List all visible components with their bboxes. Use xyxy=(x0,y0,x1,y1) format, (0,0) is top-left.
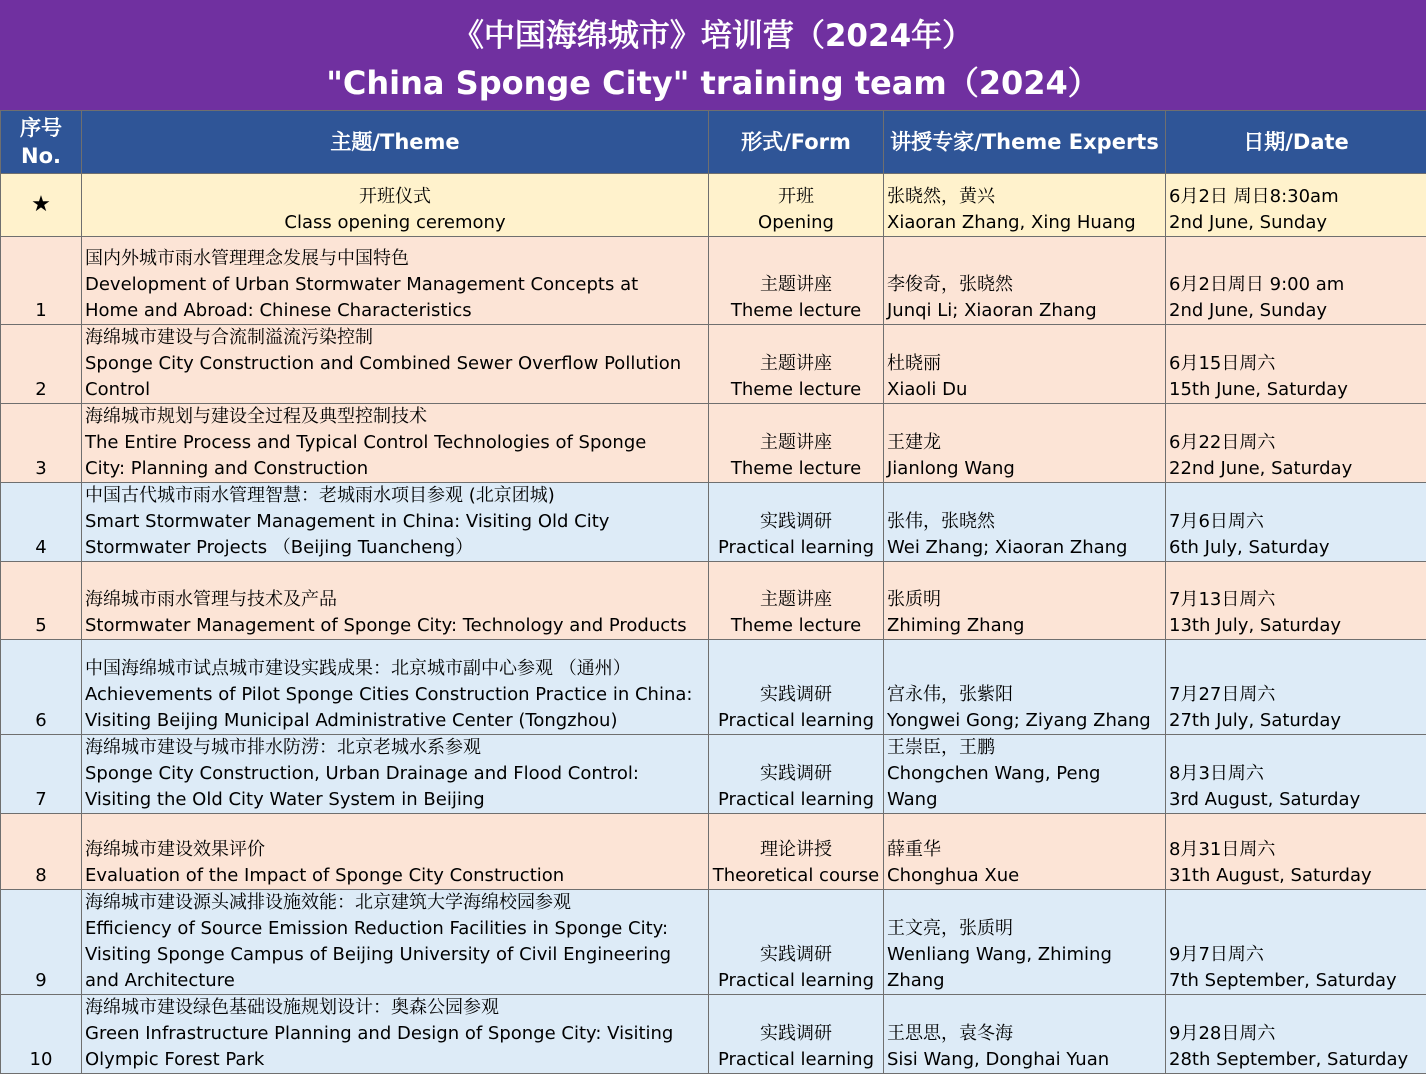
date-line: 31th August, Saturday xyxy=(1169,863,1423,889)
date-line: 6月15日周六 xyxy=(1169,351,1423,377)
experts-cell xyxy=(884,404,1166,483)
date-cell xyxy=(1166,640,1426,735)
experts-line: 张质明 xyxy=(887,587,1162,613)
date-line: 28th September, Saturday xyxy=(1169,1047,1423,1073)
experts-cell xyxy=(884,325,1166,404)
date-cell xyxy=(1166,404,1426,483)
theme-cell xyxy=(82,325,709,404)
table-row xyxy=(1,483,1426,562)
form-cell xyxy=(709,735,884,814)
form-cell xyxy=(709,890,884,995)
form-line: Opening xyxy=(712,210,880,236)
schedule-table xyxy=(0,110,1426,1074)
theme-line: 海绵城市建设与合流制溢流污染控制 xyxy=(85,325,705,351)
theme-cell xyxy=(82,174,709,237)
form-line: 开班 xyxy=(712,184,880,210)
form-line: 实践调研 xyxy=(712,942,880,968)
table-row xyxy=(1,814,1426,890)
date-cell xyxy=(1166,237,1426,325)
row-number: 4 xyxy=(1,483,82,562)
date-line: 3rd August, Saturday xyxy=(1169,787,1423,813)
table-row xyxy=(1,995,1426,1074)
date-cell xyxy=(1166,174,1426,237)
form-cell xyxy=(709,640,884,735)
header-no-en: No. xyxy=(4,142,78,170)
form-line: 实践调研 xyxy=(712,682,880,708)
theme-line: and Architecture xyxy=(85,968,705,994)
form-line: 实践调研 xyxy=(712,761,880,787)
header-row xyxy=(1,111,1426,174)
experts-cell xyxy=(884,640,1166,735)
theme-line: Achievements of Pilot Sponge Cities Construction Practice in China: xyxy=(85,682,705,708)
theme-line: 海绵城市建设源头减排设施效能：北京建筑大学海绵校园参观 xyxy=(85,890,705,916)
row-number: 9 xyxy=(1,890,82,995)
form-line: 实践调研 xyxy=(712,1021,880,1047)
row-number: 10 xyxy=(1,995,82,1074)
theme-line: 中国古代城市雨水管理智慧：老城雨水项目参观 (北京团城) xyxy=(85,483,705,509)
table-row xyxy=(1,735,1426,814)
form-line: Theme lecture xyxy=(712,456,880,482)
date-line: 9月28日周六 xyxy=(1169,1021,1423,1047)
experts-cell xyxy=(884,237,1166,325)
date-cell xyxy=(1166,814,1426,890)
form-line: Practical learning xyxy=(712,535,880,561)
theme-line: 海绵城市雨水管理与技术及产品 xyxy=(85,587,705,613)
date-cell xyxy=(1166,995,1426,1074)
theme-cell xyxy=(82,640,709,735)
theme-line: Smart Stormwater Management in China: Visiting Old City xyxy=(85,509,705,535)
experts-line: Junqi Li; Xiaoran Zhang xyxy=(887,298,1162,324)
theme-line: Class opening ceremony xyxy=(85,210,705,236)
theme-line: 海绵城市规划与建设全过程及典型控制技术 xyxy=(85,404,705,430)
title-english: "China Sponge City" training team（2024） xyxy=(0,62,1426,104)
header-no xyxy=(1,111,82,174)
form-line: Theoretical course xyxy=(712,863,880,889)
experts-line: 李俊奇，张晓然 xyxy=(887,272,1162,298)
form-line: 主题讲座 xyxy=(712,587,880,613)
experts-line: Sisi Wang, Donghai Yuan xyxy=(887,1047,1162,1073)
theme-line: Sponge City Construction and Combined Sewer Overflow Pollution xyxy=(85,351,705,377)
experts-line: 张伟，张晓然 xyxy=(887,509,1162,535)
title-chinese: 《中国海绵城市》培训营（2024年） xyxy=(0,16,1426,56)
theme-line: 国内外城市雨水管理理念发展与中国特色 xyxy=(85,246,705,272)
experts-cell xyxy=(884,483,1166,562)
experts-line: Wang xyxy=(887,787,1162,813)
theme-line: 海绵城市建设与城市排水防涝：北京老城水系参观 xyxy=(85,735,705,761)
header-theme: 主题/Theme xyxy=(82,111,709,174)
form-cell xyxy=(709,483,884,562)
theme-line: Evaluation of the Impact of Sponge City Construction xyxy=(85,863,705,889)
form-line: 主题讲座 xyxy=(712,351,880,377)
date-line: 8月3日周六 xyxy=(1169,761,1423,787)
experts-cell xyxy=(884,735,1166,814)
row-number: 6 xyxy=(1,640,82,735)
experts-cell xyxy=(884,174,1166,237)
header-experts: 讲授专家/Theme Experts xyxy=(884,111,1166,174)
form-line: Practical learning xyxy=(712,787,880,813)
experts-line: Xiaoran Zhang, Xing Huang xyxy=(887,210,1162,236)
form-line: Practical learning xyxy=(712,1047,880,1073)
table-row xyxy=(1,174,1426,237)
date-line: 7月13日周六 xyxy=(1169,587,1423,613)
form-line: Practical learning xyxy=(712,708,880,734)
form-line: Practical learning xyxy=(712,968,880,994)
date-cell xyxy=(1166,562,1426,640)
date-cell xyxy=(1166,483,1426,562)
date-cell xyxy=(1166,735,1426,814)
header-date: 日期/Date xyxy=(1166,111,1426,174)
experts-line: Wei Zhang; Xiaoran Zhang xyxy=(887,535,1162,561)
date-line: 7th September, Saturday xyxy=(1169,968,1423,994)
form-line: 主题讲座 xyxy=(712,430,880,456)
experts-line: Wenliang Wang, Zhiming xyxy=(887,942,1162,968)
row-number: 8 xyxy=(1,814,82,890)
form-line: Theme lecture xyxy=(712,298,880,324)
experts-line: 王崇臣，王鹏 xyxy=(887,735,1162,761)
date-line: 7月27日周六 xyxy=(1169,682,1423,708)
theme-cell xyxy=(82,237,709,325)
theme-line: Home and Abroad: Chinese Characteristics xyxy=(85,298,705,324)
form-line: 理论讲授 xyxy=(712,837,880,863)
experts-line: Yongwei Gong; Ziyang Zhang xyxy=(887,708,1162,734)
date-line: 6月2日周日 9:00 am xyxy=(1169,272,1423,298)
date-line: 22nd June, Saturday xyxy=(1169,456,1423,482)
theme-line: 海绵城市建设效果评价 xyxy=(85,837,705,863)
theme-line: 中国海绵城市试点城市建设实践成果：北京城市副中心参观 （通州） xyxy=(85,656,705,682)
table-row xyxy=(1,562,1426,640)
form-line: Theme lecture xyxy=(712,613,880,639)
experts-line: 王建龙 xyxy=(887,430,1162,456)
experts-line: 薛重华 xyxy=(887,837,1162,863)
form-cell xyxy=(709,404,884,483)
theme-line: Control xyxy=(85,377,705,403)
form-line: Theme lecture xyxy=(712,377,880,403)
table-row xyxy=(1,325,1426,404)
date-line: 6月22日周六 xyxy=(1169,430,1423,456)
form-cell xyxy=(709,174,884,237)
experts-cell xyxy=(884,562,1166,640)
theme-line: Efficiency of Source Emission Reduction Facilities in Sponge City: xyxy=(85,916,705,942)
header-no-cn: 序号 xyxy=(4,114,78,142)
theme-line: Visiting Beijing Municipal Administrative Center (Tongzhou) xyxy=(85,708,705,734)
theme-line: Visiting Sponge Campus of Beijing University of Civil Engineering xyxy=(85,942,705,968)
experts-line: Zhang xyxy=(887,968,1162,994)
theme-line: The Entire Process and Typical Control Technologies of Sponge xyxy=(85,430,705,456)
table-row xyxy=(1,640,1426,735)
title-banner xyxy=(0,0,1426,110)
date-line: 13th July, Saturday xyxy=(1169,613,1423,639)
date-line: 9月7日周六 xyxy=(1169,942,1423,968)
row-number: 2 xyxy=(1,325,82,404)
date-line: 6月2日 周日8:30am xyxy=(1169,184,1423,210)
row-number: 5 xyxy=(1,562,82,640)
row-number: 3 xyxy=(1,404,82,483)
date-line: 7月6日周六 xyxy=(1169,509,1423,535)
experts-cell xyxy=(884,890,1166,995)
date-line: 15th June, Saturday xyxy=(1169,377,1423,403)
theme-cell xyxy=(82,404,709,483)
form-line: 实践调研 xyxy=(712,509,880,535)
date-line: 8月31日周六 xyxy=(1169,837,1423,863)
experts-line: Xiaoli Du xyxy=(887,377,1162,403)
experts-cell xyxy=(884,814,1166,890)
date-line: 2nd June, Sunday xyxy=(1169,298,1423,324)
theme-line: Development of Urban Stormwater Management Concepts at xyxy=(85,272,705,298)
experts-line: Chongchen Wang, Peng xyxy=(887,761,1162,787)
theme-line: Visiting the Old City Water System in Beijing xyxy=(85,787,705,813)
theme-cell xyxy=(82,735,709,814)
theme-line: City: Planning and Construction xyxy=(85,456,705,482)
theme-cell xyxy=(82,814,709,890)
star-marker: ★ xyxy=(1,174,82,237)
experts-line: 宫永伟，张紫阳 xyxy=(887,682,1162,708)
experts-line: 王文亮，张质明 xyxy=(887,916,1162,942)
form-cell xyxy=(709,237,884,325)
row-number: 1 xyxy=(1,237,82,325)
theme-cell xyxy=(82,995,709,1074)
theme-line: Green Infrastructure Planning and Design of Sponge City: Visiting xyxy=(85,1021,705,1047)
experts-line: 杜晓丽 xyxy=(887,351,1162,377)
date-line: 27th July, Saturday xyxy=(1169,708,1423,734)
experts-line: Chonghua Xue xyxy=(887,863,1162,889)
theme-cell xyxy=(82,483,709,562)
theme-line: 海绵城市建设绿色基础设施规划设计：奥森公园参观 xyxy=(85,995,705,1021)
form-cell xyxy=(709,325,884,404)
date-line: 6th July, Saturday xyxy=(1169,535,1423,561)
theme-cell xyxy=(82,890,709,995)
experts-line: Zhiming Zhang xyxy=(887,613,1162,639)
theme-line: Stormwater Projects （Beijing Tuancheng） xyxy=(85,535,705,561)
theme-cell xyxy=(82,562,709,640)
form-cell xyxy=(709,814,884,890)
table-row xyxy=(1,890,1426,995)
experts-cell xyxy=(884,995,1166,1074)
experts-line: Jianlong Wang xyxy=(887,456,1162,482)
date-cell xyxy=(1166,325,1426,404)
experts-line: 王思思，袁冬海 xyxy=(887,1021,1162,1047)
date-cell xyxy=(1166,890,1426,995)
form-line: 主题讲座 xyxy=(712,272,880,298)
header-form: 形式/Form xyxy=(709,111,884,174)
form-cell xyxy=(709,562,884,640)
theme-line: Stormwater Management of Sponge City: Technology and Products xyxy=(85,613,705,639)
form-cell xyxy=(709,995,884,1074)
experts-line: 张晓然，黄兴 xyxy=(887,184,1162,210)
theme-line: 开班仪式 xyxy=(85,184,705,210)
theme-line: Sponge City Construction, Urban Drainage and Flood Control: xyxy=(85,761,705,787)
date-line: 2nd June, Sunday xyxy=(1169,210,1423,236)
table-row xyxy=(1,237,1426,325)
table-row xyxy=(1,404,1426,483)
theme-line: Olympic Forest Park xyxy=(85,1047,705,1073)
row-number: 7 xyxy=(1,735,82,814)
